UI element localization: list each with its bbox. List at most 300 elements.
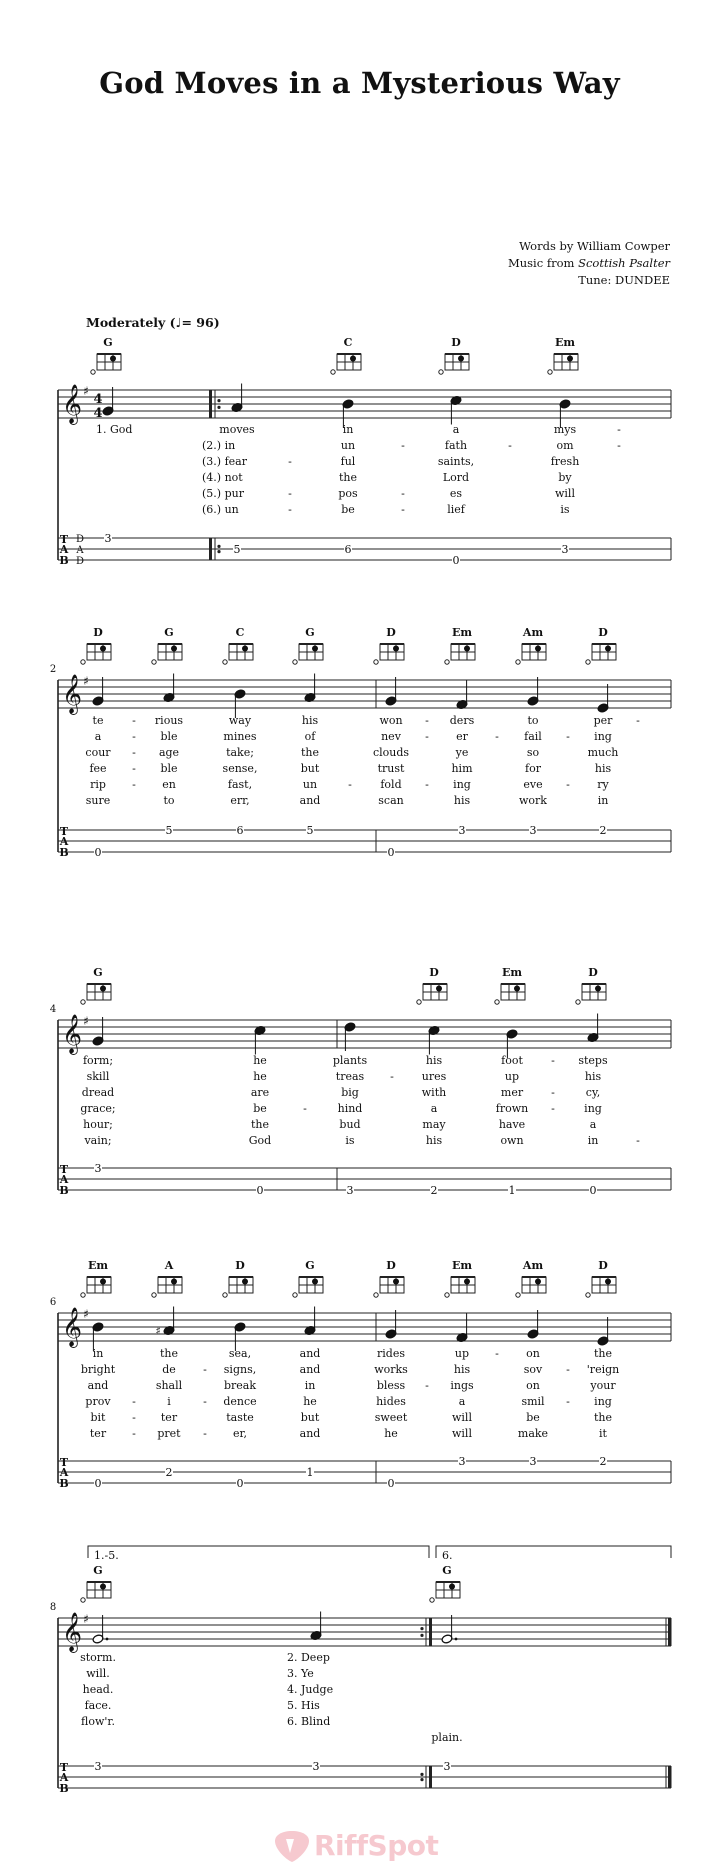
- lyric-syllable: ful: [340, 455, 356, 468]
- lyric-syllable: 1. God: [96, 423, 133, 436]
- lyric-syllable: head.: [82, 1683, 114, 1696]
- riffspot-logo: [272, 1829, 462, 1862]
- lyric-syllable: for: [525, 762, 541, 775]
- chord-name: G: [305, 626, 315, 639]
- repeat-barline-thick: [429, 1766, 432, 1788]
- lyric-syllable: bit: [90, 1411, 106, 1424]
- chord-finger-dot: [242, 1278, 248, 1284]
- lyric-syllable: works: [374, 1363, 408, 1376]
- lyric-syllable: of: [304, 730, 316, 743]
- tab-clef-b: B: [59, 1477, 69, 1490]
- chord-open-string: [374, 660, 378, 664]
- lyric-syllable: -: [288, 455, 292, 468]
- lyric-syllable: a: [94, 730, 102, 743]
- tab-number: 6: [236, 824, 244, 837]
- tab-number: 3: [94, 1760, 102, 1773]
- lyric-syllable: the: [338, 471, 358, 484]
- lyric-syllable: mines: [223, 730, 257, 743]
- lyric-syllable: (2.) in: [202, 439, 236, 452]
- lyric-syllable: -: [566, 1363, 570, 1376]
- lyric-syllable: be: [341, 503, 355, 516]
- chord-open-string: [445, 660, 449, 664]
- lyric-syllable: by: [558, 471, 572, 484]
- lyric-syllable: his: [594, 762, 612, 775]
- lyric-syllable: nev: [381, 730, 401, 743]
- tab-clef-b: B: [59, 846, 69, 859]
- tab-number: 0: [589, 1184, 597, 1197]
- lyric-syllable: will: [452, 1411, 472, 1424]
- lyric-syllable: it: [599, 1427, 607, 1440]
- chord-name: C: [235, 626, 245, 639]
- lyric-syllable: and: [299, 1347, 321, 1360]
- repeat-barline-thick: [209, 538, 212, 560]
- lyric-syllable: -: [425, 778, 429, 791]
- lyric-syllable: is: [345, 1134, 355, 1147]
- lyric-syllable: the: [300, 746, 320, 759]
- lyric-syllable: plain.: [431, 1731, 463, 1744]
- lyric-syllable: -: [132, 762, 136, 775]
- tab-clef-a: A: [59, 543, 69, 556]
- chord-finger-dot: [312, 645, 318, 651]
- tab-number: 1: [508, 1184, 516, 1197]
- tab-clef-t: T: [59, 533, 69, 546]
- lyric-syllable: steps: [578, 1054, 608, 1067]
- lyric-syllable: be: [526, 1411, 540, 1424]
- lyric-syllable: big: [341, 1086, 359, 1099]
- treble-clef-icon: 𝄞: [61, 1612, 83, 1652]
- chord-finger-dot: [605, 1278, 611, 1284]
- lyric-syllable: age: [158, 746, 180, 759]
- chord-finger-dot: [110, 355, 116, 361]
- chord-open-string: [152, 660, 156, 664]
- lyric-syllable: grace;: [80, 1102, 116, 1115]
- chord-name: D: [235, 1259, 245, 1272]
- lyric-syllable: are: [250, 1086, 270, 1099]
- lyric-syllable: -: [203, 1427, 207, 1440]
- lyric-syllable: pos: [338, 487, 358, 500]
- tuning-label: A: [76, 545, 84, 556]
- lyric-syllable: -: [551, 1086, 555, 1099]
- lyric-syllable: and: [299, 794, 321, 807]
- lyric-syllable: him: [451, 762, 473, 775]
- lyric-syllable: and: [299, 1427, 321, 1440]
- lyric-syllable: mer: [500, 1086, 524, 1099]
- key-signature-sharp: ♯: [83, 384, 89, 398]
- chord-open-string: [293, 660, 297, 664]
- lyric-syllable: foot: [501, 1054, 523, 1067]
- lyric-syllable: -: [495, 730, 499, 743]
- tab-number: 5: [233, 543, 241, 556]
- lyric-syllable: form;: [82, 1054, 114, 1067]
- lyric-syllable: ing: [594, 730, 612, 743]
- tab-number: 0: [256, 1184, 264, 1197]
- chord-name: G: [93, 966, 103, 979]
- augmentation-dot: [455, 1638, 458, 1641]
- final-barline-thick: [668, 1766, 671, 1788]
- chord-open-string: [430, 1598, 434, 1602]
- chord-open-string: [439, 370, 443, 374]
- tab-number: 5: [165, 824, 173, 837]
- lyric-syllable: dence: [223, 1395, 257, 1408]
- lyric-syllable: -: [566, 778, 570, 791]
- lyric-syllable: a: [589, 1118, 597, 1131]
- lyric-syllable: 6. Blind: [287, 1715, 331, 1728]
- chord-open-string: [586, 660, 590, 664]
- lyric-syllable: a: [458, 1395, 466, 1408]
- lyric-syllable: sov: [523, 1363, 543, 1376]
- chord-finger-dot: [100, 1583, 106, 1589]
- lyric-syllable: to: [527, 714, 539, 727]
- lyric-syllable: his: [453, 794, 471, 807]
- lyric-syllable: prov: [85, 1395, 111, 1408]
- treble-clef-icon: 𝄞: [61, 384, 83, 424]
- lyric-syllable: per: [593, 714, 613, 727]
- lyric-syllable: up: [504, 1070, 520, 1083]
- chord-name: D: [598, 626, 608, 639]
- lyric-syllable: -: [132, 1411, 136, 1424]
- chord-open-string: [223, 660, 227, 664]
- lyric-syllable: shall: [155, 1379, 183, 1392]
- chord-finger-dot: [464, 645, 470, 651]
- chord-open-string: [81, 1598, 85, 1602]
- lyric-syllable: in: [92, 1347, 104, 1360]
- chord-name: G: [93, 1564, 103, 1577]
- lyric-syllable: te: [92, 714, 104, 727]
- lyric-syllable: ing: [584, 1102, 602, 1115]
- chord-open-string: [152, 1293, 156, 1297]
- tab-number: 3: [458, 824, 466, 837]
- tab-clef-a: A: [59, 1771, 69, 1784]
- tab-number: 3: [312, 1760, 320, 1773]
- tab-clef-t: T: [59, 1761, 69, 1774]
- lyric-syllable: -: [508, 439, 512, 452]
- volta-label: 1.-5.: [94, 1549, 119, 1562]
- logo-text: RiffSpot: [314, 1829, 439, 1862]
- lyric-syllable: un: [340, 439, 356, 452]
- accidental-sharp: ♯: [155, 1324, 161, 1338]
- lyric-syllable: err,: [230, 794, 250, 807]
- chord-finger-dot: [171, 1278, 177, 1284]
- lyric-syllable: smil: [521, 1395, 545, 1408]
- lyric-syllable: in: [304, 1379, 316, 1392]
- lyric-syllable: will.: [86, 1667, 110, 1680]
- lyric-syllable: pret: [157, 1427, 181, 1440]
- lyric-syllable: up: [454, 1347, 470, 1360]
- chord-name: Em: [501, 966, 523, 979]
- lyric-syllable: sweet: [374, 1411, 408, 1424]
- lyric-syllable: sense,: [222, 762, 258, 775]
- lyric-syllable: -: [425, 1379, 429, 1392]
- chord-finger-dot: [464, 1278, 470, 1284]
- tab-number: 6: [344, 543, 352, 556]
- tab-clef-b: B: [59, 1184, 69, 1197]
- key-signature-sharp: ♯: [83, 1307, 89, 1321]
- lyric-syllable: he: [384, 1427, 398, 1440]
- lyric-syllable: in: [587, 1134, 599, 1147]
- tab-number: 2: [599, 824, 607, 837]
- lyric-syllable: (5.) pur: [202, 487, 244, 500]
- lyric-syllable: and: [87, 1379, 109, 1392]
- lyric-syllable: fast,: [227, 778, 253, 791]
- lyric-syllable: ye: [455, 746, 469, 759]
- tab-clef-a: A: [59, 835, 69, 848]
- lyric-syllable: vain;: [84, 1134, 112, 1147]
- tab-number: 3: [443, 1760, 451, 1773]
- lyric-syllable: (3.) fear: [202, 455, 247, 468]
- chord-open-string: [516, 660, 520, 664]
- treble-clef-icon: 𝄞: [61, 674, 83, 714]
- lyric-syllable: es: [449, 487, 463, 500]
- tab-number: 3: [94, 1162, 102, 1175]
- lyric-syllable: but: [300, 1411, 320, 1424]
- chord-finger-dot: [514, 985, 520, 991]
- lyric-syllable: -: [566, 730, 570, 743]
- key-signature-sharp: ♯: [83, 1612, 89, 1626]
- treble-clef-icon: 𝄞: [61, 1014, 83, 1054]
- lyric-syllable: -: [401, 487, 405, 500]
- chord-open-string: [576, 1000, 580, 1004]
- lyric-syllable: his: [301, 714, 319, 727]
- chord-finger-dot: [393, 645, 399, 651]
- volta-bracket-1: [88, 1546, 429, 1558]
- chord-name: D: [598, 1259, 608, 1272]
- tempo-label: Moderately: [86, 315, 166, 330]
- chord-name: G: [164, 626, 174, 639]
- lyric-syllable: and: [299, 1363, 321, 1376]
- lyric-syllable: -: [132, 1395, 136, 1408]
- lyric-syllable: ble: [160, 730, 178, 743]
- measure-number: 8: [49, 1602, 57, 1613]
- lyric-syllable: own: [500, 1134, 524, 1147]
- tab-number: 3: [346, 1184, 354, 1197]
- lyric-syllable: -: [551, 1102, 555, 1115]
- tab-clef-t: T: [59, 1456, 69, 1469]
- chord-finger-dot: [535, 645, 541, 651]
- tab-number: 3: [529, 1455, 537, 1468]
- tab-number: 0: [387, 846, 395, 859]
- lyric-syllable: en: [162, 778, 176, 791]
- lyric-syllable: er: [456, 730, 468, 743]
- lyric-syllable: (6.) un: [202, 503, 239, 516]
- chord-name: C: [343, 336, 353, 349]
- lyric-syllable: be: [253, 1102, 267, 1115]
- lyric-syllable: rides: [377, 1347, 405, 1360]
- lyric-syllable: taste: [226, 1411, 254, 1424]
- lyric-syllable: ry: [597, 778, 609, 791]
- lyric-syllable: fail: [524, 730, 542, 743]
- repeat-dot: [217, 550, 220, 553]
- chord-finger-dot: [595, 985, 601, 991]
- measure-number: 6: [49, 1297, 57, 1308]
- tab-number: 3: [458, 1455, 466, 1468]
- tab-number: 0: [387, 1477, 395, 1490]
- music-credit-prefix: Music from: [507, 256, 579, 270]
- lyric-syllable: de: [162, 1363, 176, 1376]
- repeat-barline-thick: [429, 1618, 432, 1646]
- chord-open-string: [91, 370, 95, 374]
- lyric-syllable: 3. Ye: [287, 1667, 314, 1680]
- lyric-syllable: he: [303, 1395, 317, 1408]
- lyric-syllable: -: [566, 1395, 570, 1408]
- tune-credit: Tune: DUNDEE: [578, 273, 670, 287]
- lyric-syllable: plants: [332, 1054, 368, 1067]
- lyric-syllable: -: [636, 714, 640, 727]
- chord-finger-dot: [458, 355, 464, 361]
- lyric-syllable: bud: [339, 1118, 361, 1131]
- lyric-syllable: work: [519, 794, 547, 807]
- lyric-syllable: fresh: [550, 455, 580, 468]
- lyric-syllable: signs,: [223, 1363, 257, 1376]
- lyric-syllable: i: [167, 1395, 171, 1408]
- chord-open-string: [495, 1000, 499, 1004]
- tab-number: 5: [306, 824, 314, 837]
- lyric-syllable: the: [593, 1411, 613, 1424]
- tab-number: 2: [165, 1466, 173, 1479]
- lyric-syllable: make: [517, 1427, 549, 1440]
- chord-name: G: [442, 1564, 452, 1577]
- chord-open-string: [81, 660, 85, 664]
- lyric-syllable: his: [584, 1070, 602, 1083]
- tuning-label: D: [75, 556, 85, 567]
- lyric-syllable: -: [425, 714, 429, 727]
- chord-open-string: [548, 370, 552, 374]
- music-credit-source: Scottish Psalter: [578, 256, 670, 270]
- augmentation-dot: [106, 1638, 109, 1641]
- repeat-dot: [217, 399, 220, 402]
- lyric-syllable: face.: [84, 1699, 112, 1712]
- lyric-syllable: eve: [523, 778, 543, 791]
- chord-open-string: [293, 1293, 297, 1297]
- chord-finger-dot: [100, 1278, 106, 1284]
- lyric-syllable: -: [132, 1427, 136, 1440]
- chord-open-string: [445, 1293, 449, 1297]
- lyric-syllable: -: [288, 487, 292, 500]
- lyric-syllable: -: [132, 730, 136, 743]
- time-signature-top: 4: [93, 392, 103, 407]
- key-signature-sharp: ♯: [83, 1014, 89, 1028]
- volta-bracket-2: [436, 1546, 671, 1558]
- tempo-bpm: = 96: [181, 315, 214, 330]
- chord-name: D: [429, 966, 439, 979]
- chord-name: Em: [554, 336, 576, 349]
- time-signature-bottom: 4: [93, 406, 103, 421]
- chord-open-string: [586, 1293, 590, 1297]
- tab-number: 0: [452, 554, 460, 567]
- chord-name: Am: [522, 1259, 544, 1272]
- lyric-syllable: dread: [81, 1086, 115, 1099]
- lyric-syllable: break: [223, 1379, 257, 1392]
- tab-number: 0: [94, 846, 102, 859]
- chord-name: D: [588, 966, 598, 979]
- lyric-syllable: ders: [449, 714, 475, 727]
- lyric-syllable: 'reign: [586, 1363, 620, 1376]
- lyric-syllable: fold: [380, 778, 402, 791]
- lyric-syllable: sea,: [228, 1347, 252, 1360]
- lyric-syllable: on: [526, 1379, 540, 1392]
- lyric-syllable: ing: [453, 778, 471, 791]
- tab-clef-a: A: [59, 1173, 69, 1186]
- chord-open-string: [223, 1293, 227, 1297]
- lyric-syllable: trust: [377, 762, 405, 775]
- lyric-syllable: have: [498, 1118, 526, 1131]
- lyric-syllable: ures: [421, 1070, 447, 1083]
- lyric-syllable: storm.: [80, 1651, 116, 1664]
- treble-clef-icon: 𝄞: [61, 1307, 83, 1347]
- lyric-syllable: Lord: [442, 471, 470, 484]
- lyric-syllable: -: [288, 503, 292, 516]
- lyric-syllable: will: [555, 487, 575, 500]
- lyric-syllable: take;: [226, 746, 254, 759]
- lyric-syllable: the: [250, 1118, 270, 1131]
- lyric-syllable: bless: [376, 1379, 406, 1392]
- lyric-syllable: his: [425, 1134, 443, 1147]
- chord-finger-dot: [449, 1583, 455, 1589]
- key-signature-sharp: ♯: [83, 674, 89, 688]
- tab-number: 0: [94, 1477, 102, 1490]
- tab-number: 3: [104, 532, 112, 545]
- chord-finger-dot: [535, 1278, 541, 1284]
- chord-finger-dot: [605, 645, 611, 651]
- lyric-syllable: -: [132, 746, 136, 759]
- lyric-syllable: a: [452, 423, 460, 436]
- lyric-syllable: -: [132, 778, 136, 791]
- repeat-dot: [217, 406, 220, 409]
- lyric-syllable: -: [495, 1347, 499, 1360]
- chord-finger-dot: [436, 985, 442, 991]
- measure-number: 2: [49, 664, 57, 675]
- lyric-syllable: way: [228, 714, 252, 727]
- tuning-label: D: [75, 534, 85, 545]
- lyric-syllable: with: [421, 1086, 447, 1099]
- lyric-syllable: rious: [154, 714, 184, 727]
- repeat-dot: [420, 1634, 423, 1637]
- lyric-syllable: ter: [160, 1411, 178, 1424]
- chord-finger-dot: [567, 355, 573, 361]
- chord-name: D: [386, 626, 396, 639]
- chord-name: G: [305, 1259, 315, 1272]
- lyric-syllable: mys: [553, 423, 577, 436]
- tab-number: 3: [561, 543, 569, 556]
- chord-name: D: [93, 626, 103, 639]
- lyric-syllable: er,: [232, 1427, 248, 1440]
- lyric-syllable: -: [617, 423, 621, 436]
- lyric-syllable: his: [453, 1363, 471, 1376]
- lyric-syllable: -: [401, 503, 405, 516]
- lyric-syllable: -: [203, 1395, 207, 1408]
- lyric-syllable: hides: [376, 1395, 406, 1408]
- chord-name: D: [386, 1259, 396, 1272]
- lyric-syllable: 5. His: [287, 1699, 320, 1712]
- lyric-syllable: -: [203, 1363, 207, 1376]
- chord-open-string: [516, 1293, 520, 1297]
- chord-open-string: [331, 370, 335, 374]
- lyric-syllable: -: [401, 439, 405, 452]
- chord-name: Em: [451, 626, 473, 639]
- lyric-syllable: cy,: [585, 1086, 601, 1099]
- lyric-syllable: is: [560, 503, 570, 516]
- lyric-syllable: om: [556, 439, 574, 452]
- measure-number: 4: [49, 1004, 57, 1015]
- lyric-syllable: he: [253, 1070, 267, 1083]
- lyric-syllable: the: [159, 1347, 179, 1360]
- guitar-pick-icon: [272, 1829, 312, 1863]
- lyric-syllable: moves: [219, 423, 255, 436]
- chord-open-string: [417, 1000, 421, 1004]
- repeat-barline-thick: [209, 390, 212, 418]
- lyric-syllable: but: [300, 762, 320, 775]
- repeat-dot: [420, 1773, 423, 1776]
- lyric-syllable: skill: [86, 1070, 110, 1083]
